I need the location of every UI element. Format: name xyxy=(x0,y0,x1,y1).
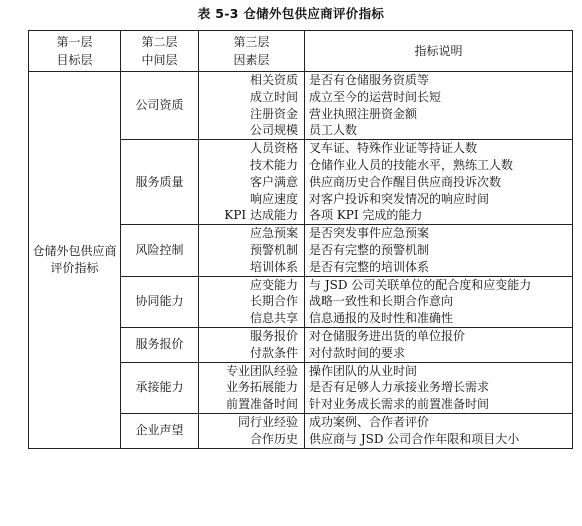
factor-cell: 应变能力 xyxy=(199,276,305,293)
description-cell: 供应商与 JSD 公司合作年限和项目大小 xyxy=(305,431,573,448)
middle-level-cell: 承接能力 xyxy=(121,362,199,413)
header-level3-line2: 因素层 xyxy=(233,53,270,67)
description-cell: 是否有仓储服务资质等 xyxy=(305,72,573,89)
factor-cell: 信息共享 xyxy=(199,310,305,327)
description-cell: 各项 KPI 完成的能力 xyxy=(305,207,573,224)
goal-cell xyxy=(29,72,121,449)
header-desc: 指标说明 xyxy=(305,31,573,72)
factor-cell: 专业团队经验 xyxy=(199,362,305,379)
description-cell: 叉车证、特殊作业证等持证人数 xyxy=(305,140,573,157)
factor-cell: 业务拓展能力 xyxy=(199,379,305,396)
header-level2-line1: 第二层 xyxy=(141,35,178,49)
factor-cell: KPI 达成能力 xyxy=(199,207,305,224)
description-cell: 营业执照注册资金额 xyxy=(305,106,573,123)
factor-cell: 响应速度 xyxy=(199,191,305,208)
description-cell: 战略一致性和长期合作意向 xyxy=(305,293,573,310)
factor-cell: 合作历史 xyxy=(199,431,305,448)
description-cell: 与 JSD 公司关联单位的配合度和应变能力 xyxy=(305,276,573,293)
description-cell: 对客户投诉和突发情况的响应时间 xyxy=(305,191,573,208)
factor-cell: 相关资质 xyxy=(199,72,305,89)
header-level1-line2: 目标层 xyxy=(56,53,93,67)
description-cell: 成功案例、合作者评价 xyxy=(305,413,573,430)
header-level2 xyxy=(121,31,199,72)
table-caption: 表 5-3 仓储外包供应商评价指标 xyxy=(197,6,385,21)
middle-level-cell: 风险控制 xyxy=(121,225,199,276)
factor-cell: 同行业经验 xyxy=(199,413,305,430)
factor-cell: 服务报价 xyxy=(199,327,305,344)
factor-cell: 培训体系 xyxy=(199,259,305,276)
factor-cell: 公司规模 xyxy=(199,122,305,139)
description-cell: 仓储作业人员的技能水平，熟练工人数 xyxy=(305,157,573,174)
indicator-table xyxy=(28,30,573,449)
factor-cell: 预警机制 xyxy=(199,242,305,259)
middle-level-cell: 企业声望 xyxy=(121,413,199,448)
middle-level-cell: 协同能力 xyxy=(121,276,199,327)
goal-text: 仓储外包供应商 xyxy=(32,243,117,258)
header-level3-line1: 第三层 xyxy=(233,35,270,49)
factor-cell: 人员资格 xyxy=(199,140,305,157)
table-row xyxy=(29,72,573,89)
middle-level-cell: 公司资质 xyxy=(121,72,199,140)
header-row xyxy=(29,31,573,72)
description-cell: 针对业务成长需求的前置准备时间 xyxy=(305,396,573,413)
factor-cell: 客户满意 xyxy=(199,174,305,191)
description-cell: 对仓储服务进出货的单位报价 xyxy=(305,327,573,344)
factor-cell: 注册资金 xyxy=(199,106,305,123)
header-level1 xyxy=(29,31,121,72)
goal-text: 评价指标 xyxy=(50,260,99,275)
header-level2-line2: 中间层 xyxy=(141,53,178,67)
header-level3 xyxy=(199,31,305,72)
description-cell: 对付款时间的要求 xyxy=(305,345,573,362)
description-cell: 是否有足够人力承接业务增长需求 xyxy=(305,379,573,396)
factor-cell: 长期合作 xyxy=(199,293,305,310)
description-cell: 操作团队的从业时间 xyxy=(305,362,573,379)
factor-cell: 技术能力 xyxy=(199,157,305,174)
description-cell: 是否突发事件应急预案 xyxy=(305,225,573,242)
middle-level-cell: 服务报价 xyxy=(121,327,199,362)
description-cell: 供应商历史合作醒目供应商投诉次数 xyxy=(305,174,573,191)
description-cell: 成立至今的运营时间长短 xyxy=(305,89,573,106)
factor-cell: 成立时间 xyxy=(199,89,305,106)
factor-cell: 应急预案 xyxy=(199,225,305,242)
description-cell: 信息通报的及时性和准确性 xyxy=(305,310,573,327)
header-level1-line1: 第一层 xyxy=(56,35,93,49)
factor-cell: 付款条件 xyxy=(199,345,305,362)
description-cell: 是否有完整的培训体系 xyxy=(305,259,573,276)
description-cell: 员工人数 xyxy=(305,122,573,139)
middle-level-cell: 服务质量 xyxy=(121,140,199,225)
factor-cell: 前置准备时间 xyxy=(199,396,305,413)
description-cell: 是否有完整的预警机制 xyxy=(305,242,573,259)
